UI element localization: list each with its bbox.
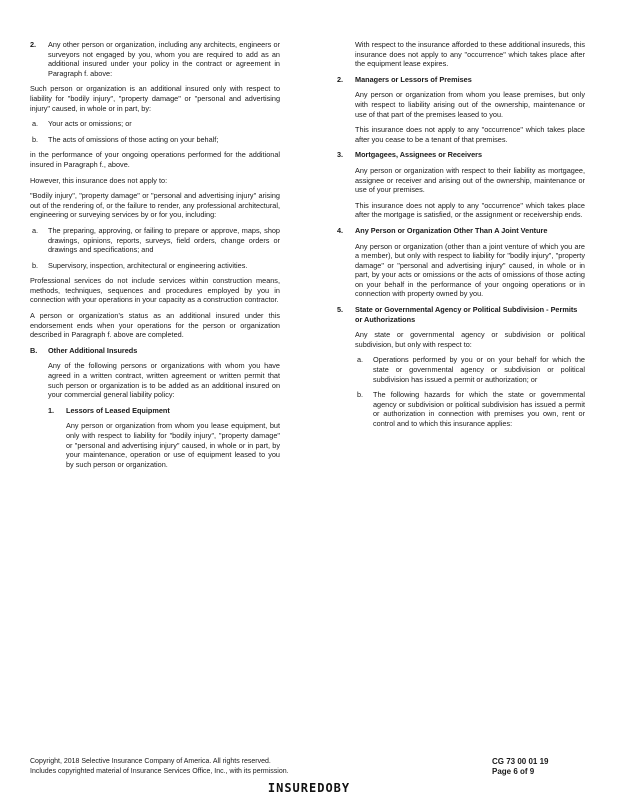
subitem-a bbox=[355, 355, 585, 384]
item-number: 4. bbox=[337, 225, 344, 235]
item-number: 5. bbox=[337, 305, 344, 315]
left-column bbox=[30, 40, 280, 475]
item-4-any-person bbox=[337, 226, 585, 299]
item-title: State or Governmental Agency or Political Subdivision - Permits or Authorizations bbox=[355, 305, 578, 324]
item-title: Any Person or Organization Other Than A Joint Venture bbox=[355, 225, 548, 235]
form-number: CG 73 00 01 19 bbox=[492, 757, 549, 766]
item-title: Managers or Lessors of Premises bbox=[355, 74, 472, 84]
item-number: 2. bbox=[337, 74, 344, 84]
item-number: 1. bbox=[48, 405, 55, 415]
footer-copyright bbox=[30, 757, 450, 776]
page-number: Page 6 of 9 bbox=[492, 766, 535, 776]
item-text-2: This insurance does not apply to any "occurrence" which takes place after you cease to be a tenant of that premises. bbox=[355, 125, 585, 144]
item-3-mortgagees bbox=[337, 150, 585, 220]
item-title: Lessors of Leased Equipment bbox=[66, 405, 170, 415]
subitem-b bbox=[30, 135, 280, 145]
item-text: Any person or organization from whom you lease premises, but only with respect to liability arising out of the ownership, maintenance or use of that part of the premises leased to you. bbox=[355, 90, 585, 119]
section-b bbox=[30, 346, 280, 470]
subitem-text: The acts of omissions of those acting on your behalf; bbox=[48, 134, 219, 144]
exclusion-subitem-b bbox=[30, 261, 280, 271]
exclusion-subitem-a bbox=[30, 226, 280, 255]
item-text: Any person or organization from whom you lease equipment, but only with respect to liability for "bodily injury", "property damage" or "personal and advertising injury" caused, in whole or in part, by your maintenance, operation or use of equipment leased to you by such person or organization. bbox=[66, 421, 280, 469]
exclusion-intro: "Bodily injury", "property damage" or "personal and advertising injury" arising out of the rendering of, or the failure to render, any professional architectural, engineering or surveying services by or for you, including: bbox=[30, 191, 280, 220]
section-title: Other Additional Insureds bbox=[48, 345, 138, 355]
subitem-letter: b. bbox=[32, 260, 39, 270]
lessor-cont-text: With respect to the insurance afforded to these additional insureds, this insurance does not apply to any "occurrence" which takes place after the equipment lease expires. bbox=[355, 40, 585, 69]
item-text: Any state or governmental agency or subdivision or political subdivision, but only with respect to: bbox=[355, 330, 585, 349]
however-text: However, this insurance does not apply to: bbox=[30, 175, 168, 185]
copyright-line-1: Copyright, 2018 Selective Insurance Company of America. All rights reserved. bbox=[30, 758, 271, 765]
subitem-text: Your acts or omissions; or bbox=[48, 119, 132, 129]
item-2-after: in the performance of your ongoing operations performed for the additional insured in Paragraph f., above. bbox=[30, 150, 280, 169]
subitem-text: The following hazards for which the state or governmental agency or subdivision or political subdivision has issued a permit or authorization in connection with premises you own, rent or control and to which this insurance applies: bbox=[373, 390, 585, 428]
professional-services-text: Professional services do not include services within construction means, methods, techniques, sequences and procedures employed by you in connection with your operations in your capacity as a construction contractor. bbox=[30, 276, 280, 305]
item-number: 3. bbox=[337, 150, 344, 160]
lessor-continuation bbox=[337, 40, 585, 69]
subitem-letter: a. bbox=[357, 355, 364, 365]
item-title: Mortgagees, Assignees or Receivers bbox=[355, 150, 483, 160]
status-ends-text: A person or organization's status as an additional insured under this endorsement ends when your operations for the person or organization described in Paragraph f. above are completed. bbox=[30, 311, 280, 340]
item-2-intro: Such person or organization is an additional insured only with respect to liability for "bodily injury", "property damage" or "personal and advertising injury" caused, in whole or in part, by: bbox=[30, 84, 280, 113]
brand-watermark: INSUREDOBY bbox=[267, 781, 351, 795]
subitem-text: Supervisory, inspection, architectural or engineering activities. bbox=[48, 260, 248, 270]
footer-form-info bbox=[492, 757, 592, 776]
subitem-a bbox=[30, 119, 280, 129]
item-text: Any person or organization (other than a joint venture of which you are a member), but only with respect to liability for "bodily injury", "property damage" or "personal and advertising injury" caused, in whole or in part, by your acts or omissions or the acts of omissions of those acting on your behalf in the performance of your ongoing operations or in connection with property owned by you. bbox=[355, 241, 585, 299]
item-text: Any other person or organization, including any architects, engineers or surveyors not engaged by you, whom you are required to add as an additional insured under your policy in the contract or agreement in Paragraph f. above: bbox=[48, 40, 280, 78]
subitem-letter: a. bbox=[32, 225, 39, 235]
item-2-managers bbox=[337, 75, 585, 145]
item-5-state-agency bbox=[337, 305, 585, 429]
item-text: Any person or organization with respect to their liability as mortgagee, assignee or receiver and arising out of the ownership, maintenance or use of your premises. bbox=[355, 165, 585, 195]
subitem-letter: b. bbox=[32, 134, 39, 144]
subitem-text: Operations performed by you or on your behalf for which the state or governmental agency or subdivision or political subdivision has issued a permit or authorization; or bbox=[373, 355, 585, 384]
section-intro: Any of the following persons or organizations with whom you have agreed in a written contract, written agreement or written permit that such person or organization is to be added as an additional insured on your commercial general liability policy: bbox=[48, 361, 280, 400]
subitem-letter: b. bbox=[357, 390, 364, 400]
section-letter: B. bbox=[30, 345, 38, 355]
subitem-b bbox=[355, 390, 585, 428]
item-2-architects bbox=[30, 40, 280, 78]
item-text-2: This insurance does not apply to any "occurrence" which takes place after the mortgage is satisfied, or the assignment or receivership ends. bbox=[355, 200, 585, 220]
subitem-letter: a. bbox=[32, 119, 39, 129]
copyright-line-2: Includes copyrighted material of Insurance Services Office, Inc., with its permission. bbox=[30, 767, 289, 775]
subitem-text: The preparing, approving, or failing to prepare or approve, maps, shop drawings, opinions, reports, surveys, field orders, change orders or drawings and specifications; and bbox=[48, 225, 280, 255]
right-column bbox=[337, 40, 585, 435]
item-number: 2. bbox=[30, 40, 37, 49]
item-1-lessors bbox=[48, 406, 280, 470]
